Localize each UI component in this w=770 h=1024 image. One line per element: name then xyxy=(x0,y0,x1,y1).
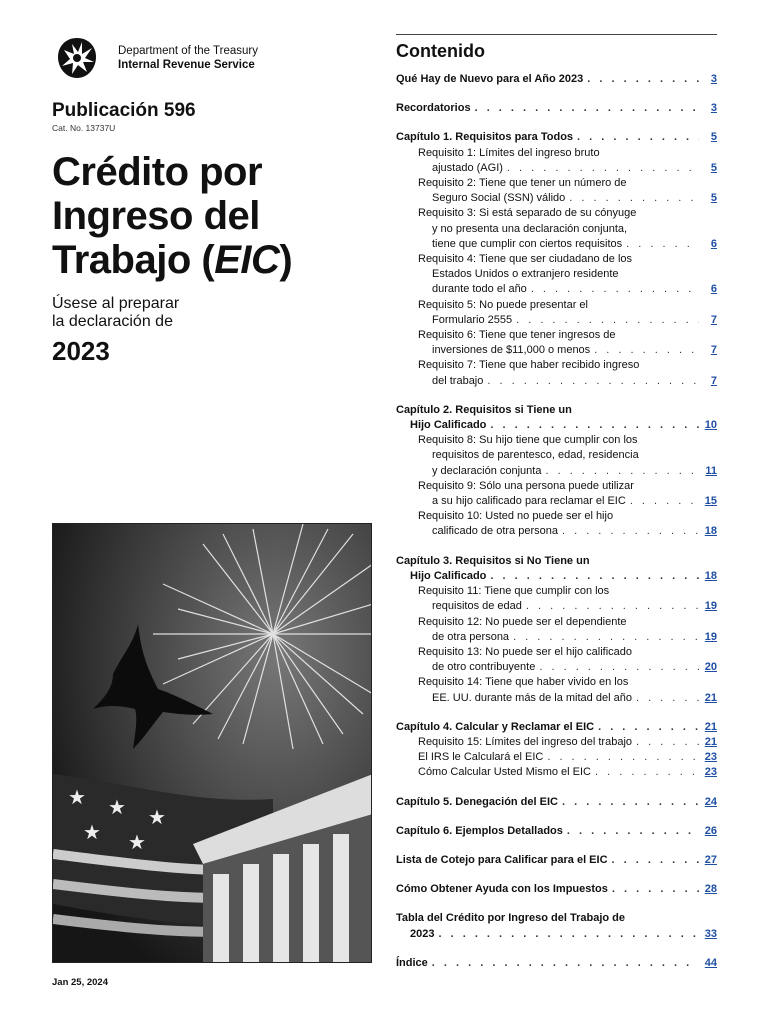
title-line-1: Crédito por xyxy=(52,150,263,194)
toc-page-link[interactable]: 5 xyxy=(710,192,717,205)
toc-page-link[interactable]: 21 xyxy=(704,691,717,704)
toc-entry[interactable] xyxy=(396,750,717,765)
title-line-3 xyxy=(52,238,292,282)
toc-page-link[interactable]: 15 xyxy=(704,495,717,508)
toc-page-link[interactable]: 5 xyxy=(710,131,717,144)
toc-page-link[interactable]: 20 xyxy=(704,661,717,674)
toc-page-link[interactable]: 24 xyxy=(704,795,717,808)
toc-entry[interactable] xyxy=(396,433,717,479)
dot-leader xyxy=(595,765,699,780)
toc-entry-label: requisitos de parentesco, edad, residencia xyxy=(432,449,639,462)
toc-entry-label: Requisito 12: No puede ser el dependiente xyxy=(418,615,627,628)
title-line-3-pre: Trabajo ( xyxy=(52,238,215,282)
dot-leader xyxy=(526,599,699,614)
toc-entry[interactable] xyxy=(396,206,717,252)
toc-entry-label: a su hijo calificado para reclamar el EIC xyxy=(432,495,626,508)
dot-leader xyxy=(562,524,699,539)
publication-number: Publicación 596 xyxy=(52,100,196,121)
svg-text:★: ★ xyxy=(83,820,101,844)
subtitle-line-1: Úsese al preparar xyxy=(52,295,180,312)
toc-entry[interactable] xyxy=(396,675,717,705)
toc-page-link[interactable]: 21 xyxy=(704,735,717,748)
dot-leader xyxy=(636,735,699,750)
toc-page-link[interactable]: 6 xyxy=(710,237,717,250)
toc-entry-label: Tabla del Crédito por Ingreso del Trabajo de xyxy=(396,912,626,925)
dot-leader xyxy=(432,956,699,971)
toc-entry[interactable] xyxy=(396,911,717,941)
toc-page-link[interactable]: 18 xyxy=(704,525,717,538)
svg-text:★: ★ xyxy=(108,795,126,819)
toc-entry-label: durante todo el año xyxy=(432,283,527,296)
dot-leader xyxy=(630,494,699,509)
dot-leader xyxy=(577,130,699,145)
toc-page-link[interactable]: 7 xyxy=(710,344,717,357)
toc-entry[interactable] xyxy=(396,765,717,780)
toc-entry-label: inversiones de $11,000 o menos xyxy=(432,344,591,357)
toc-heading: Contenido xyxy=(396,41,485,61)
title-line-2: Ingreso del xyxy=(52,194,260,238)
toc-entry[interactable] xyxy=(396,554,717,584)
publication-date: Jan 25, 2024 xyxy=(52,977,108,988)
toc-entry[interactable] xyxy=(396,956,717,971)
dot-leader xyxy=(598,720,699,735)
toc-entry-label: Requisito 14: Tiene que haber vivido en los xyxy=(418,676,629,689)
dot-leader xyxy=(475,101,699,116)
dot-leader xyxy=(531,282,699,297)
title-eic: EIC xyxy=(214,238,280,282)
toc-page-link[interactable]: 44 xyxy=(704,956,717,969)
subtitle xyxy=(52,295,179,331)
toc-entry-label: de otra persona xyxy=(432,630,510,643)
toc-entry-label: Requisito 13: No puede ser el hijo calificado xyxy=(418,645,633,658)
toc-entry[interactable] xyxy=(396,328,717,358)
toc-entry-label: Requisito 8: Su hijo tiene que cumplir con los xyxy=(418,434,638,447)
toc-entry-label: Requisito 1: Límites del ingreso bruto xyxy=(418,146,600,159)
toc-entry-label: de otro contribuyente xyxy=(432,661,536,674)
toc-page-link[interactable]: 33 xyxy=(704,927,717,940)
toc-entry-label: Requisito 9: Sólo una persona puede utilizar xyxy=(418,479,634,492)
toc-page-link[interactable]: 23 xyxy=(704,751,717,764)
dot-leader xyxy=(516,313,699,328)
toc-entry[interactable] xyxy=(396,720,717,735)
dot-leader xyxy=(513,630,699,645)
dot-leader xyxy=(487,374,699,389)
toc-entry[interactable] xyxy=(396,358,717,388)
toc-entry-label: Capítulo 6. Ejemplos Detallados xyxy=(396,824,563,837)
toc-page-link[interactable]: 19 xyxy=(704,600,717,613)
toc-entry-label: EE. UU. durante más de la mitad del año xyxy=(432,691,632,704)
toc-entry[interactable] xyxy=(396,130,717,145)
toc-entry-label: Requisito 11: Tiene que cumplir con los xyxy=(418,585,610,598)
toc-entry[interactable] xyxy=(396,795,717,810)
toc-entry[interactable] xyxy=(396,72,717,87)
cover-image xyxy=(52,523,372,963)
tax-year: 2023 xyxy=(52,336,110,366)
irs-name: Internal Revenue Service xyxy=(118,59,255,71)
toc-page-link[interactable]: 27 xyxy=(704,853,717,866)
toc-page-link[interactable]: 7 xyxy=(710,313,717,326)
dot-leader xyxy=(612,853,699,868)
dot-leader xyxy=(490,418,699,433)
toc-page-link[interactable]: 21 xyxy=(704,720,717,733)
dot-leader xyxy=(539,660,699,675)
dept-treasury: Department of the Treasury xyxy=(118,45,258,57)
toc-page-link[interactable]: 19 xyxy=(704,630,717,643)
dot-leader xyxy=(594,343,699,358)
dot-leader xyxy=(626,237,699,252)
toc-page-link[interactable]: 26 xyxy=(704,824,717,837)
toc-entry-label: 2023 xyxy=(410,927,435,940)
svg-text:★: ★ xyxy=(128,830,146,854)
toc-entry-label: Capítulo 4. Calcular y Reclamar el EIC xyxy=(396,720,595,733)
dot-leader xyxy=(507,161,699,176)
toc-entry-label: Qué Hay de Nuevo para el Año 2023 xyxy=(396,73,584,85)
toc-entry-label: Hijo Calificado xyxy=(410,419,487,432)
toc-entry-label: Requisito 5: No puede presentar el xyxy=(418,298,588,311)
toc-page-link[interactable]: 11 xyxy=(705,464,717,477)
toc-entry[interactable] xyxy=(396,146,717,176)
toc-entry[interactable] xyxy=(396,403,717,433)
toc-entry-label: y no presenta una declaración conjunta, xyxy=(432,222,628,235)
irs-eagle-logo-icon xyxy=(52,34,102,82)
toc-entry-label: Requisito 6: Tiene que tener ingresos de xyxy=(418,329,616,342)
toc-entry-label: Cómo Calcular Usted Mismo el EIC xyxy=(418,766,591,779)
toc-entry[interactable] xyxy=(396,824,717,839)
agency-name xyxy=(118,44,258,72)
toc-entry-label: Recordatorios xyxy=(396,102,471,115)
dot-leader xyxy=(569,191,699,206)
toc-page-link[interactable]: 10 xyxy=(704,419,717,432)
fireworks-eagle-flag-courthouse-image xyxy=(53,524,372,963)
dot-leader xyxy=(547,750,699,765)
dot-leader xyxy=(636,691,699,706)
toc-entry-label: y declaración conjunta xyxy=(432,464,542,477)
dot-leader xyxy=(567,824,699,839)
page-title xyxy=(52,150,292,282)
toc-entry-label: Requisito 10: Usted no puede ser el hijo xyxy=(418,510,614,523)
toc-entry[interactable] xyxy=(396,735,717,750)
dot-leader xyxy=(545,464,699,479)
toc-entry[interactable] xyxy=(396,479,717,509)
dot-leader xyxy=(612,882,699,897)
toc-page-link[interactable]: 3 xyxy=(710,73,717,85)
toc-entry-label: Índice xyxy=(396,956,428,969)
toc-page-link[interactable]: 28 xyxy=(704,883,717,896)
dot-leader xyxy=(587,72,699,87)
table-of-contents xyxy=(396,34,717,971)
toc-page-link[interactable]: 6 xyxy=(710,283,717,296)
toc-list xyxy=(396,72,717,971)
toc-entry-label: del trabajo xyxy=(432,374,484,387)
toc-entry-label: Cómo Obtener Ayuda con los Impuestos xyxy=(396,883,608,896)
toc-entry-label: Capítulo 2. Requisitos si Tiene un xyxy=(396,403,572,416)
toc-entry-label: requisitos de edad xyxy=(432,600,522,613)
toc-entry[interactable] xyxy=(396,584,717,614)
toc-entry-label: Capítulo 1. Requisitos para Todos xyxy=(396,131,574,144)
toc-entry-label: Capítulo 5. Denegación del EIC xyxy=(396,795,558,808)
toc-entry-label: Requisito 2: Tiene que tener un número de xyxy=(418,177,627,190)
toc-page-link[interactable]: 18 xyxy=(704,569,717,582)
toc-entry-label: El IRS le Calculará el EIC xyxy=(418,751,544,764)
toc-entry-label: Requisito 15: Límites del ingreso del trabajo xyxy=(418,735,633,748)
subtitle-line-2: la declaración de xyxy=(52,313,173,330)
toc-entry-label: Capítulo 3. Requisitos si No Tiene un xyxy=(396,554,590,567)
toc-entry[interactable] xyxy=(396,615,717,645)
dot-leader xyxy=(438,927,699,942)
dot-leader xyxy=(490,569,699,584)
toc-entry-label: Requisito 7: Tiene que haber recibido ingreso xyxy=(418,359,640,372)
svg-text:★: ★ xyxy=(148,805,166,829)
toc-entry-label: Estados Unidos o extranjero residente xyxy=(432,268,619,281)
toc-entry[interactable] xyxy=(396,176,717,206)
toc-entry-label: Lista de Cotejo para Calificar para el EIC xyxy=(396,853,608,866)
toc-entry-label: Hijo Calificado xyxy=(410,569,487,582)
toc-entry-label: Seguro Social (SSN) válido xyxy=(432,192,566,205)
toc-page-link[interactable]: 7 xyxy=(710,374,717,387)
toc-entry[interactable] xyxy=(396,645,717,675)
toc-entry-label: ajustado (AGI) xyxy=(432,161,503,174)
toc-entry-label: calificado de otra persona xyxy=(432,525,558,538)
toc-entry-label: tiene que cumplir con ciertos requisitos xyxy=(432,237,623,250)
toc-entry[interactable] xyxy=(396,882,717,897)
catalog-number: Cat. No. 13737U xyxy=(52,123,116,133)
title-line-3-post: ) xyxy=(279,238,293,282)
toc-entry[interactable] xyxy=(396,101,717,116)
toc-entry[interactable] xyxy=(396,252,717,298)
toc-entry[interactable] xyxy=(396,853,717,868)
svg-text:★: ★ xyxy=(68,785,86,809)
toc-entry-label: Formulario 2555 xyxy=(432,313,513,326)
toc-entry[interactable] xyxy=(396,509,717,539)
toc-page-link[interactable]: 3 xyxy=(710,102,717,115)
toc-entry[interactable] xyxy=(396,298,717,328)
toc-entry-label: Requisito 3: Si está separado de su cónyuge xyxy=(418,207,637,220)
dot-leader xyxy=(562,795,699,810)
toc-page-link[interactable]: 5 xyxy=(710,161,717,174)
toc-entry-label: Requisito 4: Tiene que ser ciudadano de los xyxy=(418,253,633,266)
toc-page-link[interactable]: 23 xyxy=(704,766,717,779)
